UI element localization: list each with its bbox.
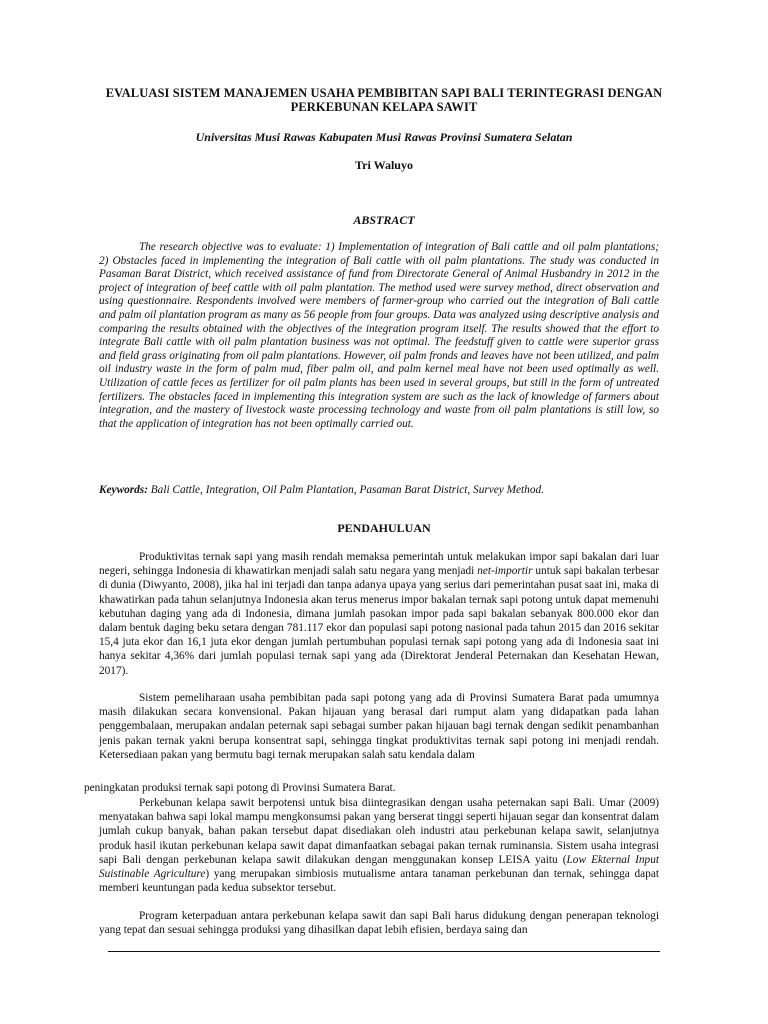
abstract-text: The research objective was to evaluate: 1) Implementation of integration of Bali cattle and oil palm plantations; 2) Obstacles faced in implementing the integration of Bali cattle with oil palm plantations. The study was conducted in Pasaman Barat District, which received assistance of fund from Directorate General of Animal Husbandry in 2012 in the project of integration of beef cattle with oil palm plantation. The method used were survey method, direct observation and using questionnaire. Respondents involved were members of farmer-group who carried out the integration of Bali cattle and palm oil plantation program as many as 56 people from four groups. Data was analyzed using descriptive analysis and comparing the results obtained with the objectives of the integration program itself. The results showed that the effort to integrate Bali cattle with oil palm plantation business was not optimal. The feedstuff given to cattle were superior grass and field grass originating from oil palm plantations. However, oil palm fronds and leaves have not been utilized, and palm oil industry waste in the form of palm mud, fiber palm oil, and palm kernel meal have not been used optimally as well. Utilization of cattle feces as fertilizer for oil palm plants has been used in several groups, but still in the form of untreated fertilizers. The obstacles faced in implementing this integration system are such as the lack of knowledge of farmers about integration, and the mastery of livestock waste processing technology and waste from oil palm plantations is still low, so that the application of integration has not been optimally carried out.: [99, 241, 659, 430]
section-heading: PENDAHULUAN: [337, 521, 431, 535]
keywords-label: Keywords:: [99, 484, 148, 496]
intro-paragraph-2: Sistem pemeliharaan usaha pembibitan pada sapi potong yang ada di Provinsi Sumatera Barat pada umumnya masih dilakukan secara konvensional. Pakan hijauan yang berasal dari rumput alam yang didapatkan pada lahan penggembalaan, merupakan andalan peternak sapi sebagai sumber pakan hijauan bagi ternak dengan sedikit penambanhan jenis pakan ternak yakni berupa konsentrat sapi, sehingga tingkat produktivitas ternak sapi potong ini menjadi rendah. Ketersediaan pakan yang bermutu bagi ternak merupakan salah satu kendala dalam: [99, 692, 659, 761]
intro-paragraph-3-part-a: Perkebunan kelapa sawit berpotensi untuk bisa diintegrasikan dengan usaha peternakan sapi Bali. Umar (2009) menyatakan bahwa sapi lokal mampu mengkonsumsi pakan yang berserat tinggi seperti hijauan segar dan konsentrat dalam jumlah cukup banyak, bahan pakan tersebut dapat disediakan oleh industri atau perkebunan kelapa sawit, selanjutnya produk hasil ikutan perkebunan kelapa sawit dapat dimanfaatkan sebagai pakan ternak ruminansia. Sistem usaha integrasi sapi Bali dengan perkebunan kelapa sawit dilakukan dengan menggunakan konsep LEISA yaitu (: [99, 797, 659, 866]
intro-paragraph-1-italic-term: net-importir: [477, 565, 533, 578]
intro-paragraph-1-part-a: Produktivitas ternak sapi yang masih rendah memaksa pemerintah untuk melakukan impor sapi bakalan dari luar negeri, sehingga Indonesia di khawatirkan menjadi salah satu negara yang menjadi: [99, 551, 659, 578]
keywords-line: [99, 483, 664, 497]
author-affiliation: Universitas Musi Rawas Kabupaten Musi Rawas Provinsi Sumatera Selatan: [195, 130, 573, 144]
intro-paragraph-4: Program keterpaduan antara perkebunan kelapa sawit dan sapi Bali harus didukung dengan penerapan teknologi yang tepat dan sesuai sehingga produksi yang dihasilkan dapat lebih efisien, berdaya saing dan: [99, 910, 659, 937]
intro-paragraph-3-italic-term: Low Ekternal Input Suistinable Agriculture: [99, 853, 659, 881]
intro-paragraph-3: [99, 796, 659, 895]
footer-rule: [108, 951, 660, 952]
intro-paragraph-1: [99, 550, 659, 678]
paper-title: EVALUASI SISTEM MANAJEMEN USAHA PEMBIBITAN SAPI BALI TERINTEGRASI DENGAN PERKEBUNAN KELAPA SAWIT: [105, 86, 663, 114]
author-name: Tri Waluyo: [355, 158, 413, 172]
intro-paragraph-2-continuation: peningkatan produksi ternak sapi potong di Provinsi Sumatera Barat.: [84, 782, 396, 794]
keywords-text: Bali Cattle, Integration, Oil Palm Plantation, Pasaman Barat District, Survey Method.: [150, 484, 544, 496]
abstract-heading: ABSTRACT: [353, 213, 415, 227]
intro-paragraph-3-part-c: ) yang merupakan simbiosis mutualisme antara tanaman perkebunan dan ternak, sehingga dapat memberi keuntungan pada kedua subsektor tersebut.: [99, 868, 659, 895]
intro-paragraph-1-part-c: untuk sapi bakalan terbesar di dunia (Diwyanto, 2008), jika hal ini terjadi dan tanpa adanya upaya yang serius dari pemerintahan pusat saat ini, maka di khawatirkan pada tahun selanjutnya Indonesia akan terus menerus impor bakalan ternak sapi potong untuk dapat memenuhi kebutuhan daging yang ada di Indonesia, dimana jumlah pasokan impor pada sapi bakalan sebanyak 800.000 ekor dan dalam bentuk daging beku setara dengan 781.117 ekor dan populasi sapi potong nasional pada tahun 2015 dan 2016 sekitar 15,4 juta ekor dan 16,1 juta ekor dengan jumlah pertumbuhan populasi ternak sapi potong yang ada di Indonesia saat ini hanya sekitar 4,36% dari jumlah populasi ternak sapi yang ada (Direktorat Jenderal Peternakan dan Kesehatan Hewan, 2017).: [99, 565, 659, 677]
